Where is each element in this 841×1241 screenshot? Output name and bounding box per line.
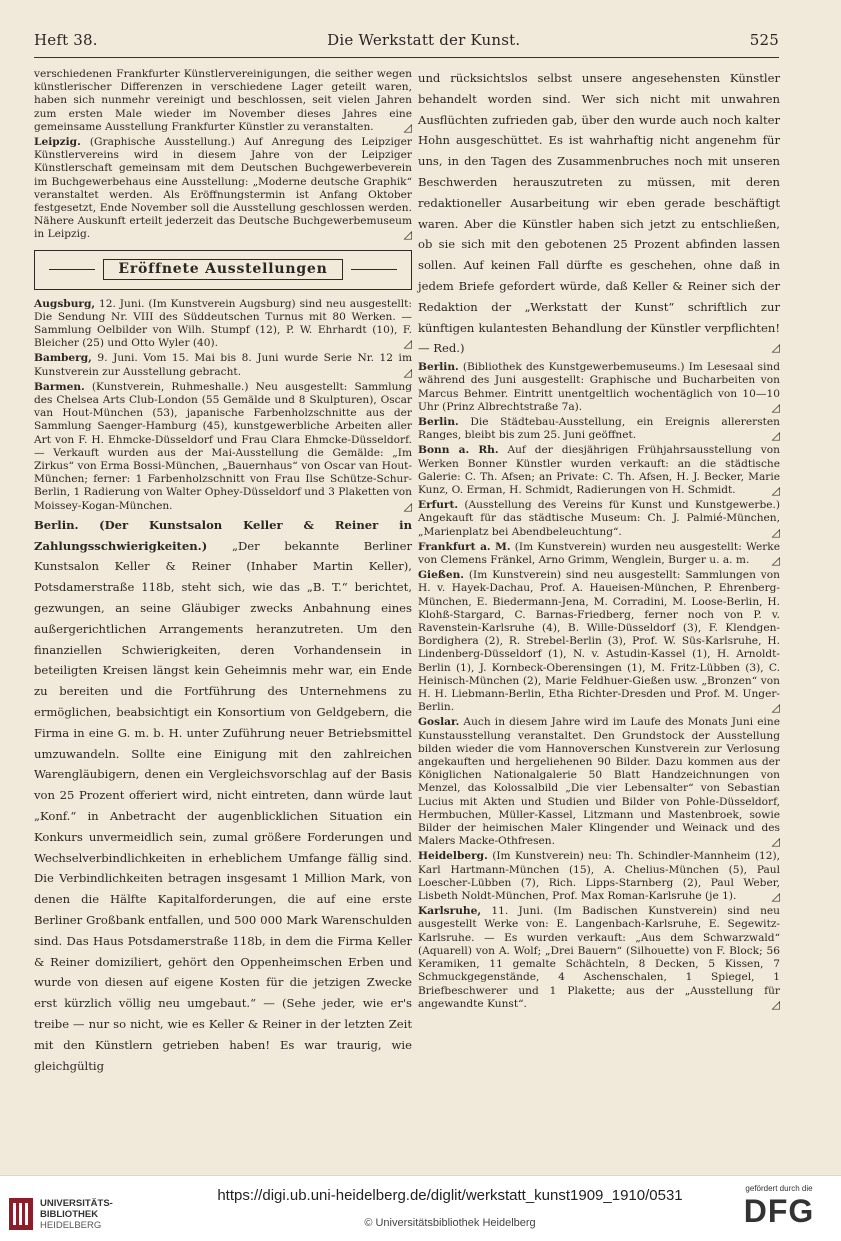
article-paragraph: Heidelberg. (Im Kunstverein) neu: Th. Schindler-Mannheim (12), Karl Hartmann-München (15), A. Chelius-München (5), Paul Loescher-Lübben (7), Rich. Lipps-Starnberg (2), Paul Weber, Lisbeth Noldt-München, Prof. Max Roman-Karlsruhe (je 1). ◿ (418, 850, 780, 904)
place-name: Goslar. (418, 716, 460, 729)
running-head (34, 31, 779, 53)
dfg-wordmark: DFG (743, 1193, 815, 1229)
logo-line: BIBLIOTHEK (40, 1208, 99, 1220)
place-name: Berlin. (418, 361, 459, 374)
place-name: Bamberg, (34, 352, 92, 365)
right-column (418, 68, 780, 1013)
left-column (34, 68, 412, 1078)
article-paragraph: und rücksichtslos selbst unsere angesehensten Künstler behandelt worden sind. Wer sich nicht mit unwahren Ausflüchten zufrieden gab, über den wurde auch noch kalter Hohn ausgeschüttet. Es ist wahrhaftig nicht angenehm für uns, in den Tagen des Zusammenbruches noch mit unseren Beschwerden herauszutreten zu müssen, mit deren redaktioneller Ausarbeitung wir eben gerade beschäftigt waren. Aber die Künstler haben sich jetzt zu entschließen, ob sie sich mit den gebotenen 25 Prozent abfinden lassen sollen. Auf keinen Fall dürfte es geschehen, ohne daß in jedem Briefe gefordert würde, daß Keller & Reiner sich der Redaktion der „Werkstatt der Kunst“ schriftlich zur künftigen kulantesten Behandlung der Künstler verpflichten! — Red.) ◿ (418, 71, 780, 356)
place-name: Augsburg, (34, 297, 96, 310)
article-paragraph: Bamberg, 9. Juni. Vom 15. Mai bis 8. Juni wurde Serie Nr. 12 im Kunstverein zur Ausstellung gebracht. ◿ (34, 352, 412, 379)
place-name: Barmen. (34, 380, 85, 393)
journal-title: Die Werkstatt der Kunst. (327, 31, 521, 49)
article-paragraph: verschiedenen Frankfurter Künstlervereinigungen, die seither wegen künstlerischer Differenzen in verschiedene Lager geteilt waren, haben sich nunmehr vereinigt und beschlossen, seit vielen Jahren zum ersten Male wieder im November dieses Jahres eine gemeinsame Ausstellung Frankfurter Künstler zu veranstalten. ◿ (34, 68, 412, 134)
article-paragraph: Berlin. Die Städtebau-Ausstellung, ein Ereignis allerersten Ranges, bleibt bis zum 25. Juni geöffnet. ◿ (418, 415, 780, 443)
section-title: Eröffnete Ausstellungen (103, 259, 342, 280)
logo-line: HEIDELBERG (40, 1219, 102, 1231)
header-rule (34, 57, 779, 58)
permalink-url[interactable]: https://digi.ub.uni-heidelberg.de/diglit/werkstatt_kunst1909_1910/0531 (217, 1187, 683, 1204)
dfg-caption: gefördert durch die (745, 1184, 813, 1193)
article-paragraph: Frankfurt a. M. (Im Kunstverein) wurden neu ausgestellt: Werke von Clemens Fränkel, Arno Grimm, Wenglein, Burger u. a. m. ◿ (418, 540, 780, 567)
article-paragraph: Augsburg, 12. Juni. (Im Kunstverein Augsburg) sind neu ausgestellt: Die Sendung Nr. VIII des Süddeutschen Turnus mit 80 Werken. — Sammlung Oelbilder von Wilh. Stumpf (12), P. W. Ehrhardt (10), F. Bleicher (25) und Otto Wyler (40). ◿ (34, 297, 413, 351)
article-paragraph: Berlin. (Bibliothek des Kunstgewerbemuseums.) Im Lesesaal sind während des Juni ausgestellt: Graphische und Bucharbeiten von Marcus Behmer. Eintritt unentgeltlich wochentäglich von 10—10 Uhr (Prinz Albrechtstraße 7a). ◿ (418, 361, 780, 414)
article-paragraph: Leipzig. (Graphische Ausstellung.) Auf Anregung des Leipziger Künstlervereins wird in diesem Jahre von der Leipziger Künstlerschaft gemeinsam mit dem Deutschen Buchgewerbeverein im Buchgewerbehaus eine Ausstellung: „Moderne deutsche Graphik“ veranstaltet werden. Als Eröffnungstermin ist Anfang Oktober festgesetzt, Ende November soll die Ausstellung geschlossen werden. Nähere Auskunft erteilt jederzeit das Deutsche Buchgewerbemuseum in Leipzig. ◿ (34, 136, 412, 242)
copyright-notice: © Universitätsbibliothek Heidelberg (364, 1217, 536, 1229)
place-name: Heidelberg. (418, 850, 488, 863)
viewer-footer (0, 1175, 841, 1241)
section-heading-box (34, 250, 412, 290)
article-paragraph: Goslar. Auch in diesem Jahre wird im Laufe des Monats Juni eine Kunstausstellung veranstaltet. Den Grundstock der Ausstellung bilden wieder die vom Hannoverschen Kunstverein zur Verlosung angekauften und hergeliehenen 90 Bilder. Dazu kommen aus der Königlichen Nationalgalerie 50 Blatt Handzeichnungen von Menzel, das Kolossalbild „Die vier Lebensalter“ von Sebastian Lucius mit Akten und Studien und Bilder von Pohle-Düsseldorf, Hermbuchen, Müller-Kassel, Litzmann und Mastenbroek, sowie Bilder der heimischen Maler Klingender und Weinack und des Malers Macke-Othfresen. ◿ (418, 716, 780, 849)
issue-number: Heft 38. (34, 31, 98, 49)
place-name: Berlin. (418, 415, 459, 428)
university-library-logo[interactable] (8, 1194, 158, 1234)
place-name: Gießen. (418, 569, 464, 582)
place-name: Berlin. (34, 517, 79, 532)
article-paragraph: Erfurt. (Ausstellung des Vereins für Kunst und Kunstgewerbe.) Angekauft für das städtische Museum: Ch. J. Palmié-München, „Marienplatz bei Abendbeleuchtung“. ◿ (418, 499, 781, 539)
article-paragraph: Barmen. (Kunstverein, Ruhmeshalle.) Neu ausgestellt: Sammlung des Chelsea Arts Club-London (55 Gemälde und 8 Skulpturen), Oscar van Hout-München (53), japanische Farbenholzschnitte aus der Sammlung Saenger-Hamburg (45), kunstgewerbliche Arbeiten aller Art von F. H. Ehmcke-Düsseldorf und Frau Clara Ehmcke-Düsseldorf. — Verkauft wurden aus der Mai-Ausstellung die Gemälde: „Im Zirkus“ von Erma Bossi-München, „Bauernhaus“ von Oscar van Hout-München; ferner: 1 Farbenholzschnitt von Frau Ilse Schütze-Schur-Berlin, 1 Radierung von Walter Ophey-Düsseldorf und 3 Plaketten von Moissey-Kogan-München. ◿ (34, 380, 412, 513)
article-heading: (Der Kunstsalon Keller & Reiner in Zahlungsschwierigkeiten.) (34, 517, 412, 553)
article-paragraph: Berlin. (Der Kunstsalon Keller & Reiner in Zahlungsschwierigkeiten.) „Der bekannte Berliner Kunstsalon Keller & Reiner (Inhaber Martin Keller), Potsdamerstraße 118b, steht sich, wie das „B. T.“ berichtet, gezwungen, an seine Gläubiger zwecks Anbahnung eines außergerichtlichen Arrangements heranzutreten. Um den finanziellen Schwierigkeiten, deren Vorhandensein in beteiligten Kreisen längst kein Geheimnis mehr war, ein Ende zu bereiten und die Fortführung des Unternehmens zu ermöglichen, beabsichtigt ein Konsortium von Geldgebern, die Firma in eine G. m. b. H. unter Zuführung neuer Betriebsmittel umzuwandeln. Sollte eine Einigung mit den zahlreichen Warengläubigern, denen ein Vergleichsvorschlag auf der Basis von 25 Prozent offeriert wird, nicht eintreten, dann würde laut „Konf.“ in Anbetracht der augenblicklichen Situation ein Konkurs unvermeidlich sein, zumal größere Forderungen und Wechselverbindlichkeiten in erheblichem Umfange fällig sind. Die Verbindlichkeiten betragen insgesamt 1 Million Mark, von denen die Hälfte Kapitalforderungen, die auf eine erste Berliner Großbank entfallen, und 500 000 Mark Warenschulden sind. Das Haus Potsdamerstraße 118b, in dem die Firma Keller & Reiner domiziliert, gehört den Oppenheimschen Erben und wurde von diesen auf eigene Kosten für die jetzigen Zwecke erst kürzlich völlig neu umgebaut.“ — (Sehe jeder, wie er's treibe — nur so nicht, wie es Keller & Reiner in der letzten Zeit mit den Künstlern getrieben haben! Es war traurig, wie gleichgültig (34, 517, 412, 1073)
place-name: Frankfurt a. M. (418, 540, 511, 553)
library-crest-icon (8, 1197, 34, 1231)
page-number: 525 (749, 31, 779, 49)
logo-line: UNIVERSITÄTS- (40, 1197, 113, 1209)
dfg-logo[interactable] (731, 1184, 827, 1229)
place-name: Erfurt. (418, 499, 459, 512)
place-name: Leipzig. (34, 136, 81, 149)
article-paragraph: Gießen. (Im Kunstverein) sind neu ausgestellt: Sammlungen von H. v. Hayek-Dachau, Prof. A. Haueisen-München, P. Ehrenberg-München, E. Biedermann-Jena, M. Corradini, M. Loose-Berlin, H. Klohß-Stargard, C. Barnas-Friedberg, ferner noch von P. v. Ravenstein-Karlsruhe (4), B. Wille-Düsseldorf (3), F. Klendgen-Bordighera (2), R. Strebel-Berlin (3), Prof. W. Süs-Karlsruhe, H. Lindenberg-Düsseldorf (1), N. v. Astudin-Kassel (1), H. Arnoldt-Berlin (1), J. Kornbeck-Oberensingen (1), M. Fritz-Lübben (3), C. Heinisch-München (2), Marie Feldhuer-Gießen usw. „Bronzen“ von H. H. Liebmann-Berlin, Etha Richter-Dresden und Prof. M. Unger-Berlin. ◿ (418, 569, 780, 715)
article-paragraph: Karlsruhe, 11. Juni. (Im Badischen Kunstverein) sind neu ausgestellt Werke von: E. Langenbach-Karlsruhe, E. Segewitz-Karlsruhe. — Es wurden verkauft: „Aus dem Schwarzwald“ (Aquarell) von A. Wolf; „Drei Bauern“ (Silhouette) von F. Block; 56 Keramiken, 11 gemalte Schächteln, 8 Decken, 5 Kissen, 7 Schmuckgegenstände, 4 Aschenschalen, 1 Spiegel, 1 Briefbeschwerer und 1 Plakette; aus der „Ausstellung für angewandte Kunst“. ◿ (418, 905, 780, 1011)
place-name: Bonn a. Rh. (418, 444, 499, 457)
article-paragraph: Bonn a. Rh. Auf der diesjährigen Frühjahrsausstellung von Werken Bonner Künstler wurden verkauft: an die städtische Galerie: C. Th. Afsen; an Private: C. Th. Afsen, H. J. Becker, Marie Kunz, O. Erman, H. Schmidt, Radierungen von H. Schmidt. ◿ (418, 444, 780, 497)
place-name: Karlsruhe, (418, 905, 482, 918)
